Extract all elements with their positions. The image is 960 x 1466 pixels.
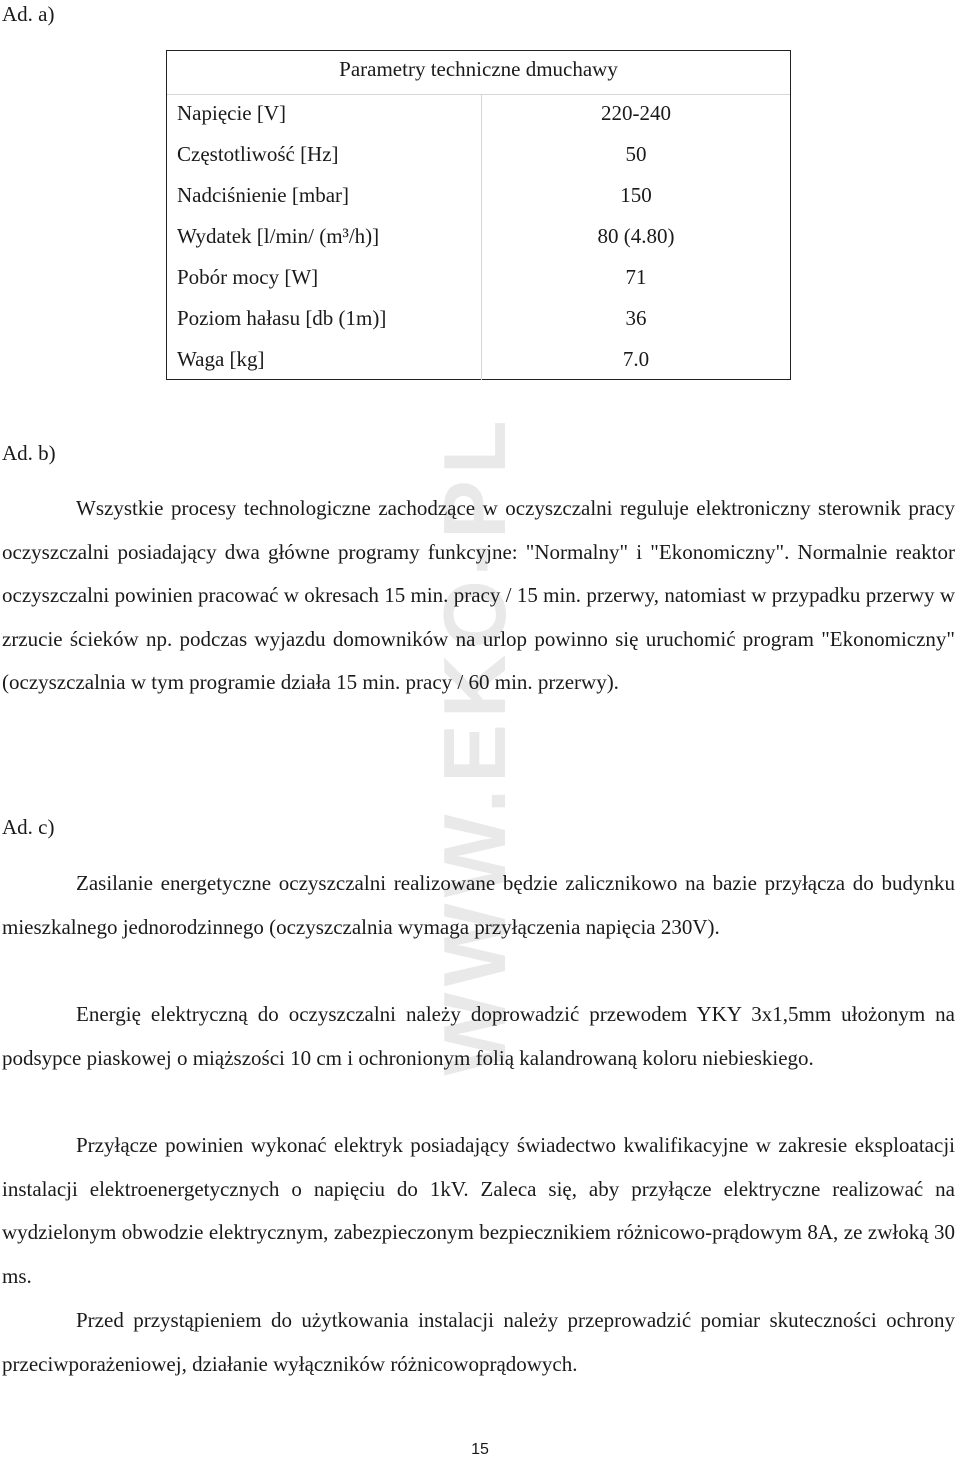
section-c-paragraph-1: Zasilanie energetyczne oczyszczalni realizowane będzie zalicznikowo na bazie przyłącza do budynku mieszkalnego jednorodzinnego (oczyszczalnia wymaga przyłączenia napięcia 230V). bbox=[2, 871, 955, 939]
table-row bbox=[167, 339, 790, 380]
page-number: 15 bbox=[471, 1441, 489, 1458]
section-c-paragraph-2: Energię elektryczną do oczyszczalni należy doprowadzić przewodem YKY 3x1,5mm ułożonym na podsypce piaskowej o miąższości 10 cm i ochronionym folią kalandrowaną koloru niebieskiego. bbox=[2, 1002, 955, 1070]
table-row bbox=[167, 257, 790, 298]
blower-spec-table bbox=[166, 50, 791, 380]
table-row bbox=[167, 175, 790, 216]
spec-name: Nadciśnienie [mbar] bbox=[177, 183, 350, 207]
table-row bbox=[167, 298, 790, 339]
spec-value: 7.0 bbox=[622, 347, 650, 371]
spec-table-title: Parametry techniczne dmuchawy bbox=[339, 57, 618, 81]
spec-name: Poziom hałasu [db (1m)] bbox=[177, 306, 387, 330]
spec-value: 71 bbox=[625, 265, 647, 289]
spec-value: 80 (4.80) bbox=[597, 224, 675, 248]
section-c-heading: Ad. c) bbox=[2, 815, 55, 839]
table-row bbox=[167, 93, 790, 134]
spec-value: 36 bbox=[625, 306, 647, 330]
spec-value: 220-240 bbox=[601, 101, 671, 125]
spec-name: Wydatek [l/min/ (m³/h)] bbox=[177, 224, 380, 248]
spec-name: Częstotliwość [Hz] bbox=[177, 142, 339, 166]
spec-value: 50 bbox=[625, 142, 647, 166]
spec-name: Pobór mocy [W] bbox=[177, 265, 319, 289]
table-row bbox=[167, 216, 790, 257]
spec-name: Waga [kg] bbox=[177, 347, 265, 371]
spec-value: 150 bbox=[620, 183, 652, 207]
section-c-paragraph-3: Przyłącze powinien wykonać elektryk posiadający świadectwo kwalifikacyjne w zakresie eksploatacji instalacji elektroenergetycznych o napięciu do 1kV. Zaleca się, aby przyłącze elektryczne realizować na wydzielonym obwodzie elektrycznym, zabezpieczonym bezpiecznikiem różnicowo-prądowym 8A, ze zwłoką 30 ms. bbox=[2, 1133, 955, 1288]
spec-name: Napięcie [V] bbox=[177, 101, 287, 125]
table-row bbox=[167, 134, 790, 175]
watermark-text: WWW.EKO-PL bbox=[425, 414, 524, 1076]
section-a-heading: Ad. a) bbox=[2, 2, 55, 26]
section-c-paragraph-4: Przed przystąpieniem do użytkowania instalacji należy przeprowadzić pomiar skuteczności ochrony przeciwporażeniowej, działanie wyłączników różnicowoprądowych. bbox=[2, 1308, 955, 1376]
section-b-heading: Ad. b) bbox=[2, 441, 56, 465]
section-b-paragraph: Wszystkie procesy technologiczne zachodzące w oczyszczalni reguluje elektroniczny sterownik pracy oczyszczalni posiadający dwa główne programy funkcyjne: "Normalny" i "Ekonomiczny". Normalnie reaktor oczyszczalni powinien pracować w okresach 15 min. pracy / 15 min. przerwy, natomiast w przypadku przerwy w zrzucie ścieków np. podczas wyjazdu domowników na urlop powinno się uruchomić program "Ekonomiczny" (oczyszczalnia w tym programie działa 15 min. pracy / 60 min. przerwy). bbox=[2, 496, 955, 694]
